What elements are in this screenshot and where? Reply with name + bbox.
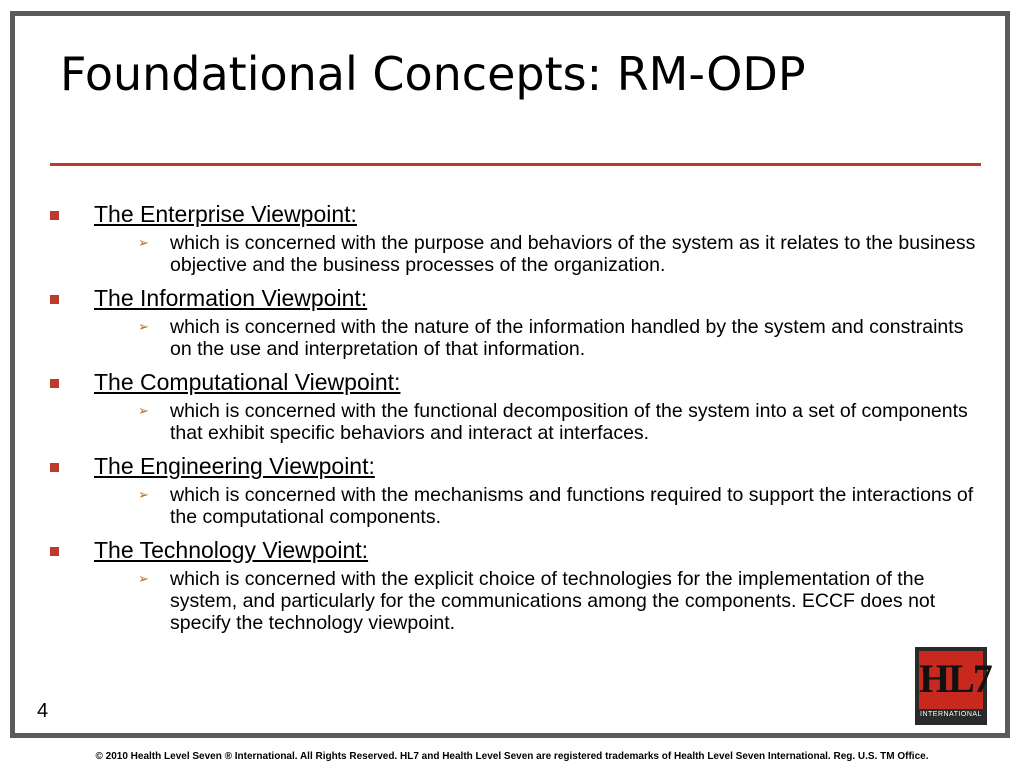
arrow-bullet-icon: ➢ xyxy=(138,403,149,418)
hl7-logo xyxy=(915,647,991,725)
bullet-detail: which is concerned with the nature of the information handled by the system and constraints on the use and interpretation of that information. xyxy=(170,316,964,360)
copyright-footer: © 2010 Health Level Seven ® International. All Rights Reserved. HL7 and Health Level Seven are registered trademarks of Health Level Seven International. Reg. U.S. TM Office. xyxy=(95,751,929,762)
engineering-viewpoint-link[interactable]: The Engineering Viewpoint: xyxy=(94,453,375,479)
square-bullet-icon xyxy=(50,547,59,556)
technology-viewpoint-link[interactable]: The Technology Viewpoint: xyxy=(94,537,369,563)
sub-bullet xyxy=(138,568,980,634)
enterprise-viewpoint-link[interactable]: The Enterprise Viewpoint: xyxy=(94,201,357,227)
title-rule xyxy=(50,163,981,166)
bullet-detail: which is concerned with the explicit choice of technologies for the implementation of the system, and particularly for the communications among the components. ECCF does not specify the technology viewpoint. xyxy=(170,568,936,634)
bullet-detail: which is concerned with the functional decomposition of the system into a set of components that exhibit specific behaviors and interact at interfaces. xyxy=(170,400,968,444)
logo-mark: HL7 xyxy=(919,656,991,701)
information-viewpoint-link[interactable]: The Information Viewpoint: xyxy=(94,285,368,311)
square-bullet-icon xyxy=(50,463,59,472)
page-number: 4 xyxy=(37,700,49,722)
bullet-computational xyxy=(50,368,980,444)
bullet-detail: which is concerned with the purpose and behaviors of the system as it relates to the business objective and the business processes of the organization. xyxy=(170,232,976,276)
arrow-bullet-icon: ➢ xyxy=(138,235,149,250)
bullet-enterprise xyxy=(50,200,980,276)
bullet-engineering xyxy=(50,452,980,528)
slide-title: Foundational Concepts: RM-ODP xyxy=(60,47,806,101)
logo-mark-background xyxy=(919,651,991,709)
arrow-bullet-icon: ➢ xyxy=(138,487,149,502)
square-bullet-icon xyxy=(50,211,59,220)
square-bullet-icon xyxy=(50,295,59,304)
slide-body xyxy=(50,200,980,642)
square-bullet-icon xyxy=(50,379,59,388)
sub-bullet xyxy=(138,400,980,444)
computational-viewpoint-link[interactable]: The Computational Viewpoint: xyxy=(94,369,401,395)
sub-bullet xyxy=(138,316,980,360)
sub-bullet xyxy=(138,484,980,528)
sub-bullet xyxy=(138,232,980,276)
logo-label: INTERNATIONAL xyxy=(920,711,982,718)
bullet-technology xyxy=(50,536,980,634)
arrow-bullet-icon: ➢ xyxy=(138,319,149,334)
bullet-information xyxy=(50,284,980,360)
bullet-detail: which is concerned with the mechanisms and functions required to support the interactions of the computational components. xyxy=(170,484,974,528)
arrow-bullet-icon: ➢ xyxy=(138,571,149,586)
